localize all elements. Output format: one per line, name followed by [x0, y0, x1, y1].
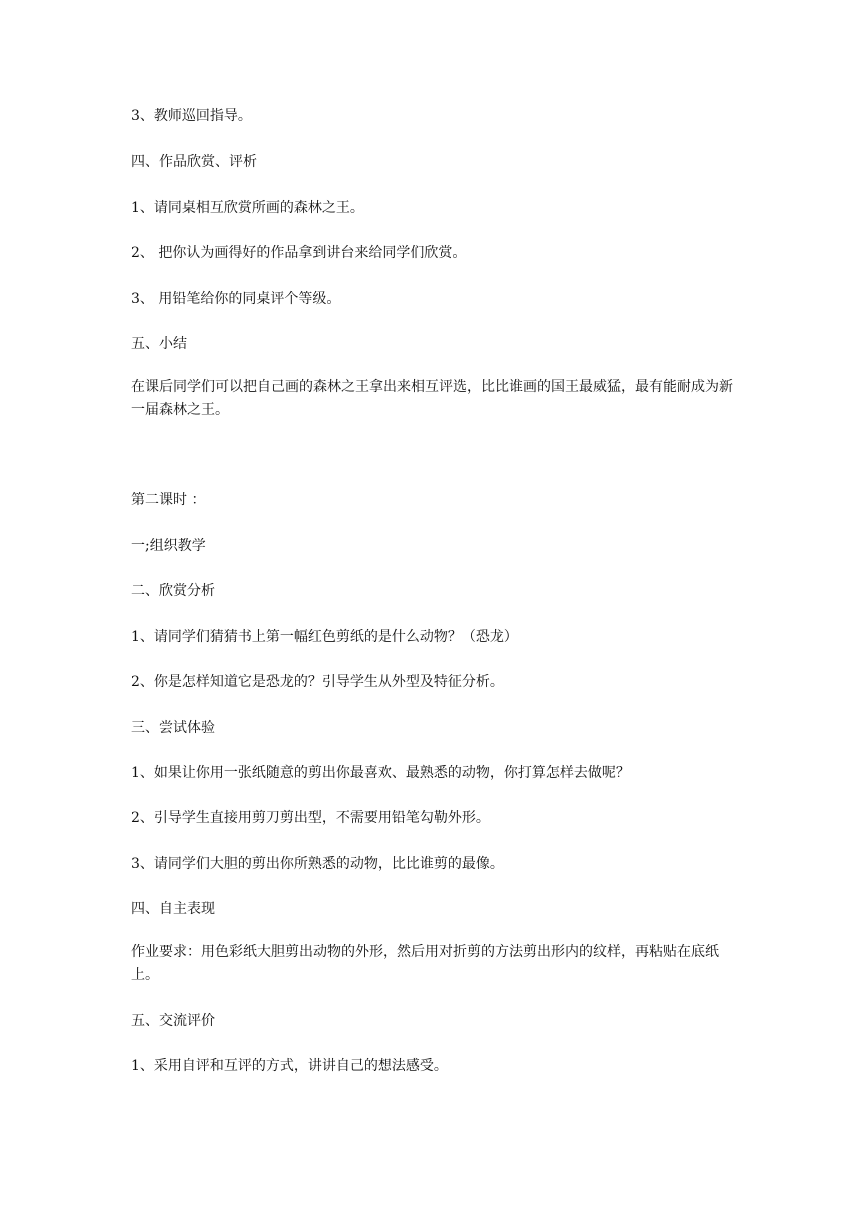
- item-3-grade-peer: 3、 用铅笔给你的同桌评个等级。: [131, 291, 341, 307]
- section-3-try-experience: 三、尝试体验: [131, 720, 215, 736]
- section-5-exchange-evaluation: 五、交流评价: [131, 1013, 215, 1029]
- section-1-organize-teaching: 一;组织教学: [131, 538, 206, 554]
- second-lesson-heading: 第二课时 ：: [131, 492, 206, 508]
- item-1-self-peer-evaluation: 1、采用自评和互评的方式，讲讲自己的想法感受。: [131, 1058, 448, 1074]
- item-1-guess-animal: 1、请同学们猜猜书上第一幅红色剪纸的是什么动物？（恐龙）: [131, 629, 518, 645]
- assignment-requirements-paragraph: 作业要求：用色彩纸大胆剪出动物的外形，然后用对折剪的方法剪出形内的纹样，再粘贴在底纸上。: [131, 944, 719, 983]
- item-2-show-work: 2、 把你认为画得好的作品拿到讲台来给同学们欣赏。: [131, 245, 467, 261]
- item-3-bold-cutting: 3、请同学们大胆的剪出你所熟悉的动物，比比谁剪的最像。: [131, 856, 504, 872]
- section-5-summary-heading: 五、小结: [131, 336, 187, 352]
- section-2-appreciation-analysis: 二、欣赏分析: [131, 583, 215, 599]
- item-2-how-know-dinosaur: 2、你是怎样知道它是恐龙的？引导学生从外型及特征分析。: [131, 674, 504, 690]
- step-3-teacher-guidance: 3、教师巡回指导。: [131, 108, 252, 124]
- item-1-peer-appreciation: 1、请同桌相互欣赏所画的森林之王。: [131, 200, 364, 216]
- item-2-cut-directly: 2、引导学生直接用剪刀剪出型，不需要用铅笔勾勒外形。: [131, 810, 490, 826]
- section-4-heading: 四、作品欣赏、评析: [131, 154, 257, 170]
- section-4-self-expression: 四、自主表现: [131, 901, 215, 917]
- item-1-cut-favorite-animal: 1、如果让你用一张纸随意的剪出你最喜欢、最熟悉的动物，你打算怎样去做呢？: [131, 765, 630, 781]
- summary-paragraph: 在课后同学们可以把自己画的森林之王拿出来相互评选，比比谁画的国王最威猛，最有能耐成为新一届森林之王。: [131, 379, 733, 418]
